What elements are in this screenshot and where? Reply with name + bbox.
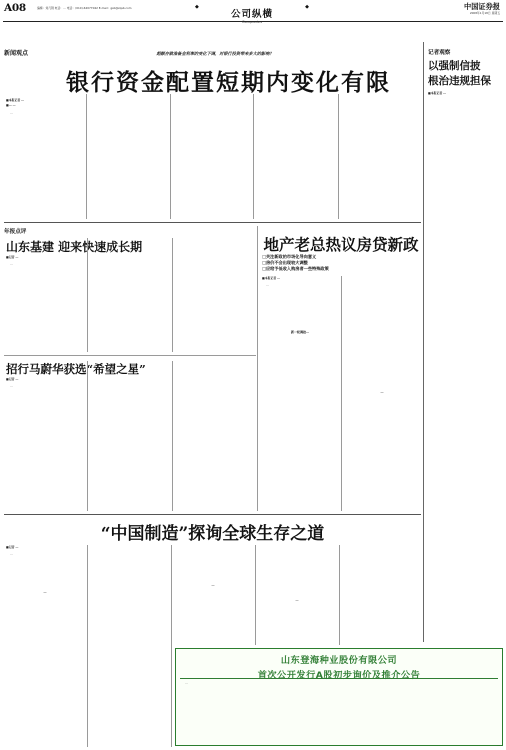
mic-col-4: [257, 545, 337, 645]
shandong-body-para: …: [10, 262, 14, 266]
section-subtitle: Companies: [241, 20, 263, 24]
masthead: [0, 0, 506, 23]
column-divider: [341, 276, 342, 511]
column-divider: [172, 361, 173, 511]
sidebar-headline-1: 以强制信披: [428, 60, 481, 72]
diamond-icon: ◆: [305, 4, 309, 10]
bullet-item: □关注新政的市场化导向意义: [262, 254, 317, 259]
square-bullet-icon: □: [262, 260, 266, 266]
sidebar-headline-2: 根治违规担保: [428, 75, 491, 87]
sidebar-section-tag: 记者观察: [428, 50, 451, 56]
ad-body-para: …: [185, 681, 189, 685]
lead-kicker: 超额存款准备金利率的变化下调，对银行投资带来多大的影响？: [156, 51, 274, 56]
sidebar-divider: [423, 42, 424, 642]
column-divider: [339, 545, 340, 645]
column-divider: [253, 94, 254, 219]
lead-col-3: [173, 94, 251, 219]
zhaoshang-col-1: [5, 384, 85, 511]
section-rule: [4, 514, 421, 515]
property-col-1: [261, 283, 339, 511]
lead-headline: 银行资金配置短期内变化有限: [66, 69, 391, 96]
zhaoshang-author: ■记者 …: [6, 377, 19, 381]
sidebar-body: [427, 98, 503, 643]
diamond-icon: ◆: [195, 4, 199, 10]
bullet-item: □应给予低收入购房者一些特殊政策: [262, 266, 329, 272]
property-headline: 地产老总热议房贷新政: [263, 235, 419, 254]
property-subhead: …: [380, 390, 384, 394]
lead-section-tag: 新闻观点: [4, 50, 29, 57]
shandong-headline: 山东基建 迎来快速成长期: [6, 240, 143, 254]
shandong-col-3: [175, 238, 255, 352]
column-divider: [257, 226, 258, 511]
masthead-info: 编辑：刘凡钢 电话：… 电话：(010)-62077042 E-mail：gsb@zqsb.com: [37, 6, 132, 10]
column-divider: [87, 361, 88, 511]
ad-col-2: [286, 681, 387, 743]
lead-col-2: [89, 94, 168, 219]
column-divider: [86, 94, 87, 219]
property-author: ■本报记者 …: [262, 276, 281, 280]
bullet-item: □房价不会出现较大调整: [262, 260, 308, 266]
zhaoshang-col-3: [175, 361, 255, 511]
ad-rule: [180, 678, 498, 679]
column-divider: [87, 545, 88, 747]
column-divider: [87, 238, 88, 352]
paper-name: 中国证券报: [464, 2, 500, 11]
property-bullets: [262, 254, 412, 273]
column-divider: [338, 94, 339, 219]
lead-author-2: ■… …: [6, 103, 16, 107]
lead-author-1: ■本报记者 …: [6, 98, 25, 102]
shandong-col-2: [89, 238, 171, 352]
column-divider: [255, 545, 256, 645]
ad-title-2: 首次公开发行A股初步询价及推介公告: [257, 670, 421, 681]
property-subhead: 新一轮调控…: [290, 330, 309, 334]
zhaoshang-body-para: …: [10, 384, 14, 388]
mic-author: ■记者 …: [6, 545, 19, 549]
shandong-author: ■记者 …: [6, 255, 19, 259]
masthead-rule: [3, 21, 503, 22]
section-rule: [4, 222, 421, 223]
mic-subhead: …: [295, 598, 299, 602]
mic-col-1: [5, 552, 85, 747]
lead-body-para: …: [10, 111, 14, 115]
zhaoshang-headline: 招行马蔚华获选“希望之星”: [6, 362, 146, 376]
mic-headline: “中国制造”探询全球生存之道: [100, 524, 325, 544]
zhaoshang-col-2: [89, 361, 171, 511]
ad-col-3: [392, 681, 498, 743]
footer-note: …: [497, 743, 500, 747]
mic-col-5: [341, 545, 421, 645]
mic-col-2: [89, 545, 169, 747]
property-body-para: …: [266, 283, 270, 287]
lead-col-4: [256, 94, 336, 219]
date-line: 2008年1月18日 星期五: [469, 11, 500, 15]
section-title: 公司纵横: [230, 9, 273, 20]
column-divider: [171, 545, 172, 747]
column-divider: [172, 238, 173, 352]
column-divider: [170, 94, 171, 219]
lead-col-1: [5, 111, 84, 219]
shandong-section-tag: 年报点评: [4, 229, 27, 235]
ad-title-1: 山东登海种业股份有限公司: [280, 655, 398, 666]
mic-body-para: …: [10, 552, 14, 556]
square-bullet-icon: □: [262, 254, 266, 259]
lead-col-5: [341, 94, 421, 219]
mic-subhead: …: [43, 590, 47, 594]
ipo-ad: [175, 648, 503, 746]
sidebar-author: ■本报记者 …: [428, 91, 447, 95]
page-number: A08: [4, 2, 26, 14]
ad-col-1: [180, 681, 281, 743]
mic-subhead: …: [211, 583, 215, 587]
shandong-col-1: [5, 262, 85, 352]
section-rule: [4, 355, 256, 356]
square-bullet-icon: □: [262, 266, 266, 272]
